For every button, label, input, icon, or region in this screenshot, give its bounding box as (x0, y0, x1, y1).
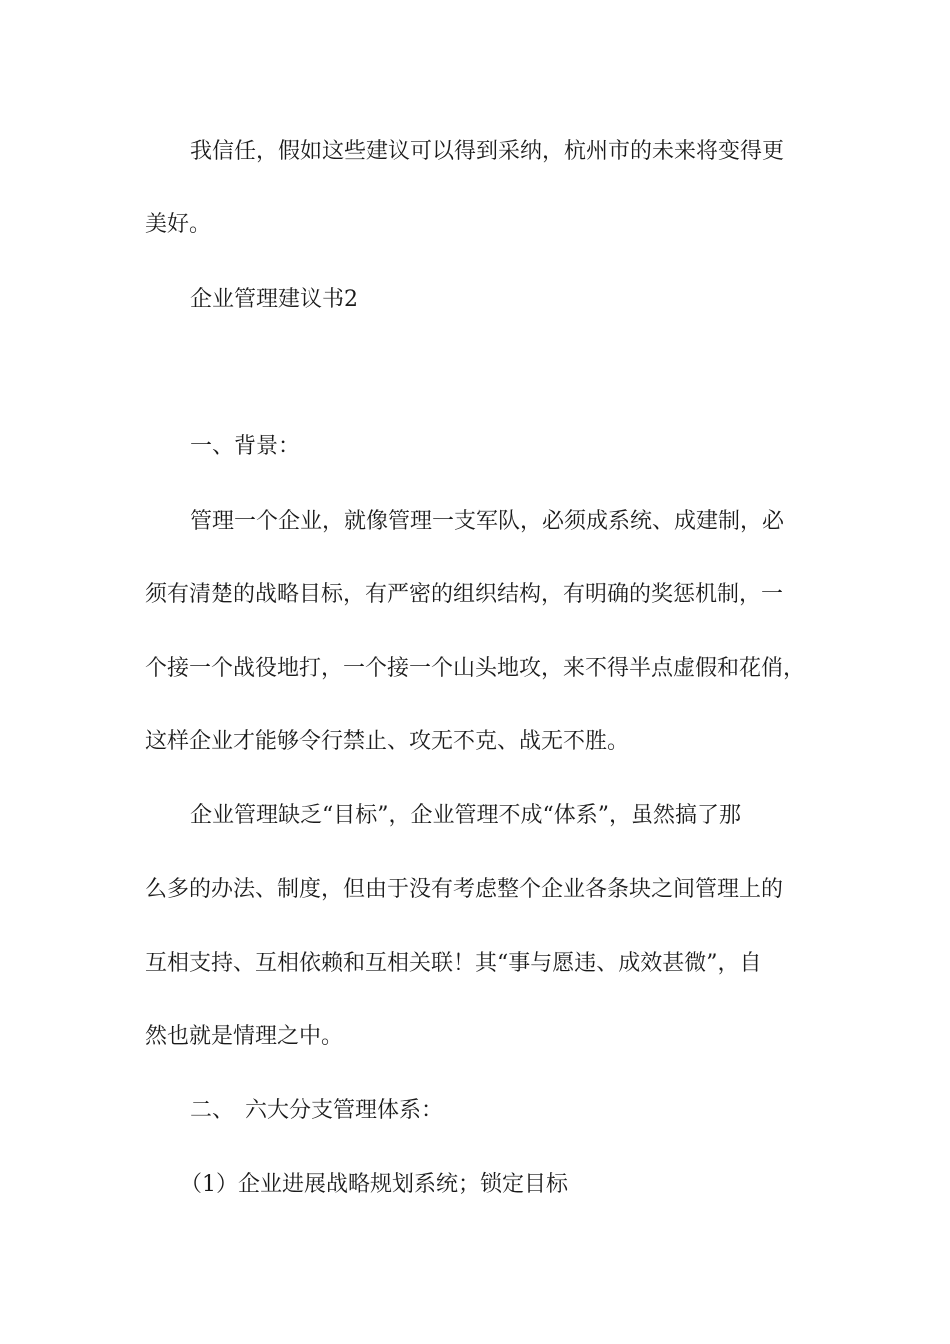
paragraph-line: 企业管理缺乏“目标”，企业管理不成“体系”，虽然搞了那 (190, 803, 741, 828)
section-heading: 一、背景： (190, 434, 301, 459)
paragraph-line: 须有清楚的战略目标，有严密的组织结构，有明确的奖惩机制，一 (145, 582, 784, 607)
paragraph-line: 我信任，假如这些建议可以得到采纳，杭州市的未来将变得更 (190, 139, 785, 164)
section-heading: 二、 六大分支管理体系： (190, 1098, 444, 1123)
paragraph-line: 个接一个战役地打，一个接一个山头地攻，来不得半点虚假和花俏， (145, 656, 806, 681)
paragraph-line: 美好。 (145, 212, 212, 237)
section-title: 企业管理建议书2 (190, 287, 358, 312)
paragraph-line: 这样企业才能够令行禁止、攻无不克、战无不胜。 (145, 729, 630, 754)
list-item: （1）企业进展战略规划系统；锁定目标 (180, 1172, 568, 1197)
paragraph-line: 互相支持、互相依赖和互相关联！其“事与愿违、成效甚微”，自 (145, 951, 762, 976)
paragraph-line: 管理一个企业，就像管理一支军队，必须成系统、成建制，必 (190, 509, 785, 534)
paragraph-line: 么多的办法、制度，但由于没有考虑整个企业各条块之间管理上的 (145, 877, 784, 902)
paragraph-line: 然也就是情理之中。 (145, 1024, 344, 1049)
